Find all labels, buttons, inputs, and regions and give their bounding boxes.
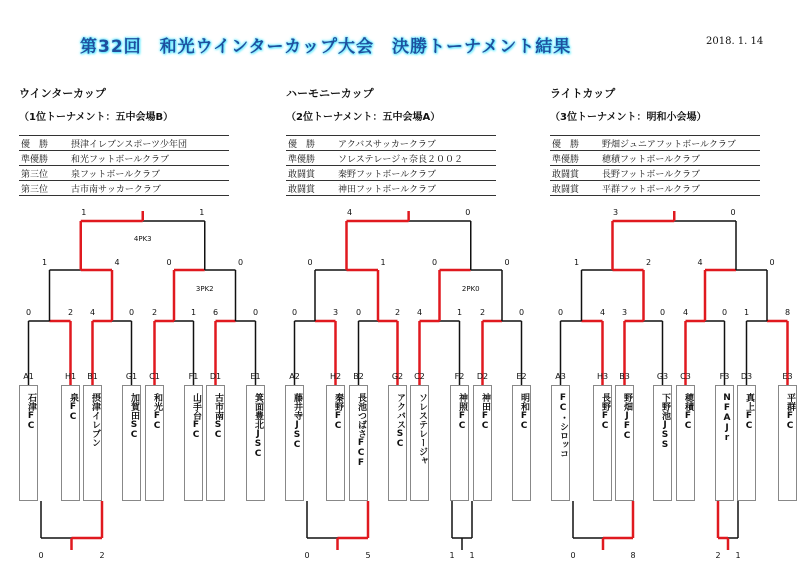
- score-label: 0: [570, 551, 576, 560]
- score-label: 3: [612, 208, 619, 217]
- score-label: 2: [151, 308, 158, 317]
- team-name: 古市南SC: [213, 393, 223, 440]
- team-slot: [615, 385, 634, 501]
- score-label: 4: [697, 258, 703, 267]
- slot-position-label: A3: [555, 372, 566, 381]
- score-label: 0: [237, 258, 244, 267]
- team-name: 秦野FC: [333, 393, 343, 431]
- result-team: ソレステレージャ奈良２００２: [336, 151, 496, 166]
- score-label: 1: [469, 551, 475, 560]
- result-rank: 準優勝: [19, 151, 69, 166]
- team-slot: [83, 385, 102, 501]
- slot-position-label: E3: [782, 372, 793, 381]
- slot-position-label: F1: [188, 372, 199, 381]
- team-slot: [206, 385, 225, 501]
- result-rank: 優 勝: [19, 136, 69, 151]
- score-label: 4: [599, 308, 606, 317]
- slot-position-label: H3: [596, 372, 609, 381]
- result-rank: 第三位: [19, 181, 69, 196]
- team-slot: [715, 385, 734, 501]
- score-label: 0: [166, 258, 172, 267]
- team-name: 真上FC: [744, 393, 754, 431]
- score-label: 4: [114, 258, 120, 267]
- team-name: 長池つばさFCF: [356, 393, 366, 468]
- cup-title-harmony: ハーモニーカップ: [286, 87, 374, 100]
- slot-position-label: F3: [719, 372, 730, 381]
- score-label: 3: [332, 308, 339, 317]
- score-label: 1: [199, 208, 205, 217]
- score-label: 1: [380, 258, 386, 267]
- score-label: 1: [81, 208, 87, 217]
- pk-label: 2PK0: [461, 285, 480, 293]
- score-label: 0: [355, 308, 362, 317]
- score-label: 1: [41, 258, 48, 267]
- slot-position-label: D1: [209, 372, 222, 381]
- slot-position-label: H2: [329, 372, 342, 381]
- document-date: 2018. 1. 14: [706, 36, 764, 47]
- slot-position-label: B3: [619, 372, 630, 381]
- team-name: 長野FC: [600, 393, 610, 431]
- team-slot: [184, 385, 203, 501]
- team-slot: [653, 385, 672, 501]
- team-slot: [737, 385, 756, 501]
- slot-position-label: A1: [23, 372, 34, 381]
- score-label: 2: [67, 308, 74, 317]
- team-slot: [349, 385, 368, 501]
- score-label: 0: [291, 308, 298, 317]
- score-label: 5: [365, 551, 371, 560]
- score-label: 0: [307, 258, 313, 267]
- cup-subtitle-winter: （1位トーナメント：五中会場B）: [19, 112, 174, 123]
- slot-position-label: A2: [289, 372, 300, 381]
- result-team: 穂積フットボールクラブ: [600, 151, 760, 166]
- score-label: 0: [431, 258, 438, 267]
- score-label: 3: [621, 308, 628, 317]
- result-rank: 敢闘賞: [286, 166, 336, 181]
- result-team: 平群フットボールクラブ: [600, 181, 760, 196]
- score-label: 0: [304, 551, 310, 560]
- team-slot: [450, 385, 469, 501]
- team-slot: [122, 385, 141, 501]
- score-label: 2: [479, 308, 486, 317]
- result-team: 摂津イレブンスポーツ少年団: [69, 136, 229, 151]
- score-label: 1: [573, 258, 580, 267]
- team-slot: [61, 385, 80, 501]
- score-label: 1: [449, 551, 455, 560]
- result-rank: 優 勝: [286, 136, 336, 151]
- team-name: 藤井寺JSC: [292, 393, 302, 450]
- team-name: 野畑JFC: [622, 393, 632, 441]
- team-name: 和光FC: [152, 393, 162, 431]
- pk-label: 4PK3: [133, 235, 152, 243]
- result-rank: 第三位: [19, 166, 69, 181]
- team-name: 神田FC: [480, 393, 490, 431]
- result-rank: 敢闘賞: [550, 166, 600, 181]
- result-rank: 準優勝: [286, 151, 336, 166]
- score-label: 0: [769, 258, 775, 267]
- result-team: 和光フットボールクラブ: [69, 151, 229, 166]
- score-label: 4: [416, 308, 423, 317]
- score-label: 0: [730, 208, 736, 217]
- score-label: 0: [465, 208, 471, 217]
- slot-position-label: E1: [250, 372, 261, 381]
- score-label: 0: [721, 308, 728, 317]
- team-slot: [512, 385, 531, 501]
- team-name: 穂積FC: [683, 393, 693, 431]
- team-name: 石津FC: [26, 393, 36, 431]
- pk-label: 3PK2: [195, 285, 214, 293]
- result-team: 泉フットボールクラブ: [69, 166, 229, 181]
- team-name: 山手台FC: [191, 393, 201, 440]
- slot-position-label: C3: [680, 372, 691, 381]
- team-name: 箕面豊北JSC: [253, 393, 263, 459]
- score-label: 1: [735, 551, 741, 560]
- score-label: 0: [38, 551, 44, 560]
- team-name: 平群FC: [785, 393, 795, 431]
- team-name: 明和FC: [519, 393, 529, 431]
- cup-title-light: ライトカップ: [550, 87, 616, 100]
- score-label: 0: [504, 258, 510, 267]
- result-rank: 敢闘賞: [286, 181, 336, 196]
- score-label: 8: [784, 308, 791, 317]
- slot-position-label: G3: [656, 372, 669, 381]
- team-name: 下野池JSS: [660, 393, 670, 450]
- team-slot: [410, 385, 429, 501]
- team-slot: [593, 385, 612, 501]
- slot-position-label: B1: [87, 372, 98, 381]
- result-rank: 敢闘賞: [550, 181, 600, 196]
- team-slot: [19, 385, 38, 501]
- score-label: 0: [557, 308, 564, 317]
- team-name: 神照FC: [457, 393, 467, 431]
- score-label: 0: [128, 308, 135, 317]
- score-label: 2: [99, 551, 105, 560]
- result-rank: 準優勝: [550, 151, 600, 166]
- team-name: FC・シロッコ: [558, 393, 568, 458]
- slot-position-label: G2: [391, 372, 404, 381]
- cup-subtitle-harmony: （2位トーナメント：五中会場A）: [286, 112, 441, 123]
- slot-position-label: E2: [516, 372, 527, 381]
- score-label: 8: [630, 551, 636, 560]
- score-label: 1: [456, 308, 463, 317]
- score-label: 4: [682, 308, 689, 317]
- team-slot: [388, 385, 407, 501]
- score-label: 2: [394, 308, 401, 317]
- slot-position-label: D2: [476, 372, 489, 381]
- slot-position-label: F2: [454, 372, 465, 381]
- score-label: 0: [252, 308, 259, 317]
- team-slot: [145, 385, 164, 501]
- score-label: 4: [89, 308, 96, 317]
- slot-position-label: D3: [740, 372, 753, 381]
- score-label: 2: [645, 258, 652, 267]
- slot-position-label: C1: [149, 372, 160, 381]
- team-name: ソレステレージャ: [417, 393, 427, 465]
- score-label: 0: [25, 308, 32, 317]
- score-label: 1: [743, 308, 750, 317]
- team-slot: [551, 385, 570, 501]
- team-name: NFAJr: [722, 393, 732, 443]
- slot-position-label: H1: [64, 372, 77, 381]
- result-team: 長野フットボールクラブ: [600, 166, 760, 181]
- team-name: 加賀田SC: [129, 393, 139, 440]
- result-team: 野畑ジュニアフットボールクラブ: [600, 136, 760, 151]
- slot-position-label: G1: [125, 372, 138, 381]
- score-label: 1: [190, 308, 197, 317]
- team-slot: [676, 385, 695, 501]
- cup-subtitle-light: （3位トーナメント：明和小会場）: [550, 112, 707, 123]
- score-label: 0: [659, 308, 666, 317]
- slot-position-label: B2: [353, 372, 364, 381]
- team-name: 泉FC: [68, 393, 78, 422]
- result-team: 神田フットボールクラブ: [336, 181, 496, 196]
- team-name: アクバスSC: [395, 393, 405, 449]
- slot-position-label: C2: [414, 372, 425, 381]
- result-team: アクバスサッカークラブ: [336, 136, 496, 151]
- team-name: 摂津イレブン: [90, 393, 100, 447]
- score-label: 0: [518, 308, 525, 317]
- team-slot: [778, 385, 797, 501]
- team-slot: [326, 385, 345, 501]
- cup-title-winter: ウインターカップ: [19, 87, 106, 100]
- score-label: 4: [346, 208, 353, 217]
- score-label: 2: [715, 551, 721, 560]
- team-slot: [246, 385, 265, 501]
- result-rank: 優 勝: [550, 136, 600, 151]
- team-slot: [285, 385, 304, 501]
- result-team: 秦野フットボールクラブ: [336, 166, 496, 181]
- team-slot: [473, 385, 492, 501]
- score-label: 6: [212, 308, 219, 317]
- page-title: 第32回 和光ウインターカップ大会 決勝トーナメント結果: [80, 37, 572, 57]
- result-team: 古市南サッカークラブ: [69, 181, 229, 196]
